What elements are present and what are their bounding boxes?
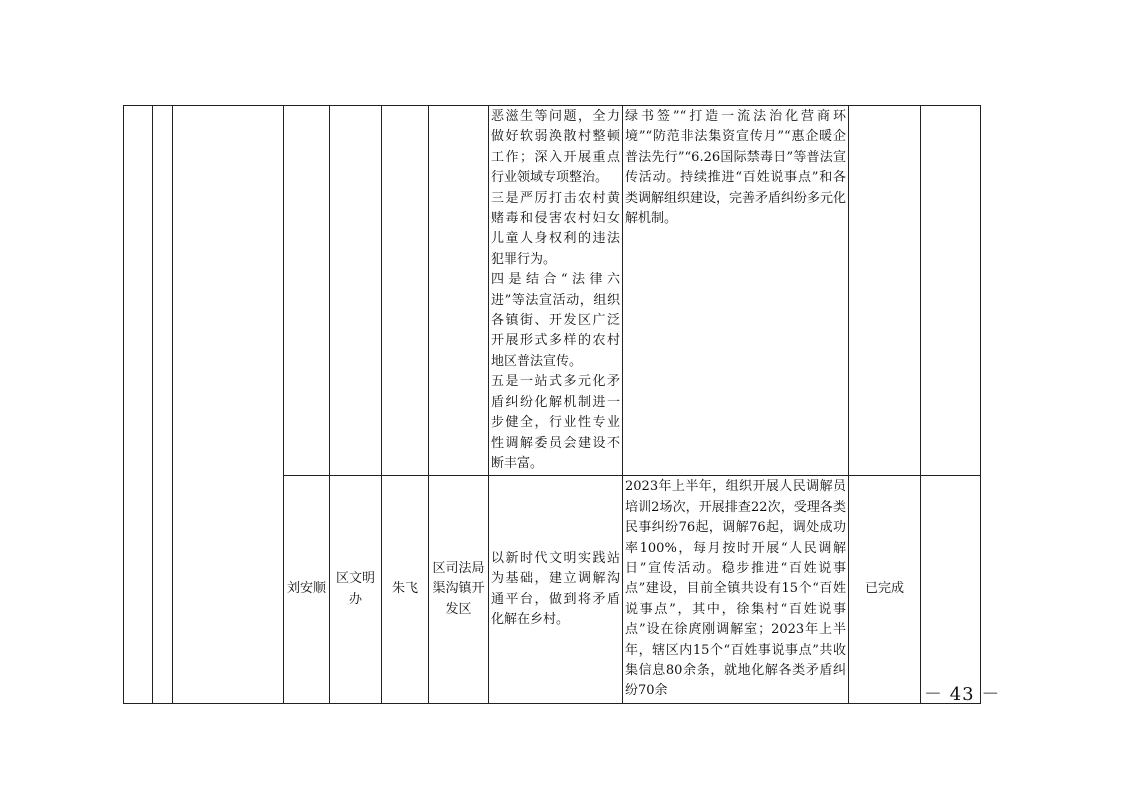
table-cell-leader: 刘安顺 — [284, 476, 330, 703]
page-number: － 43 － — [924, 684, 1001, 705]
table-cell-lead-unit: 区文明办 — [330, 476, 382, 703]
table-row — [124, 106, 981, 476]
work-progress-table — [123, 105, 981, 704]
measures-paragraph: 恶滋生等问题，全力做好软弱涣散村整顿工作；深入开展重点行业领域专项整治。 — [491, 109, 620, 186]
table-cell-responsible-units — [429, 106, 489, 476]
table-cell-leader — [284, 106, 330, 476]
measures-paragraph: 三是严厉打击农村黄赌毒和侵害农村妇女儿童人身权利的违法犯罪行为。 — [491, 190, 620, 267]
table-cell-remarks — [921, 106, 981, 476]
table-cell-category — [124, 106, 153, 704]
progress-text: 绿书签”“打造一流法治化营商环境”“防范非法集资宣传月”“惠企暖企 普法先行”“6.26国际禁毒日”等普法宣传活动。持续推进“百姓说事点”和各类调解组织建设，完善矛盾纠纷多元化解机制。 — [625, 109, 847, 227]
table-cell-index — [153, 106, 173, 704]
table-cell-responsible-units: 区司法局渠沟镇开发区 — [429, 476, 489, 703]
table-cell-status: 已完成 — [849, 476, 921, 703]
measures-text: 以新时代文明实践站为基础，建立调解沟通平台，做到将矛盾化解在乡村。 — [491, 550, 620, 627]
table-cell-progress — [623, 476, 849, 703]
table-cell-task — [173, 106, 284, 704]
table-cell-responsible-person — [382, 106, 429, 476]
table-cell-measures — [489, 476, 623, 703]
table-cell-status — [849, 106, 921, 476]
table-cell-remarks — [921, 476, 981, 703]
table-cell-lead-unit — [330, 106, 382, 476]
table-cell-measures — [489, 106, 623, 476]
measures-paragraph: 五是一站式多元化矛盾纠纷化解机制进一步健全，行业性专业性调解委员会建设不断丰富。 — [491, 374, 620, 471]
table-cell-responsible-person: 朱飞 — [382, 476, 429, 703]
progress-text: 2023年上半年，组织开展人民调解员培训2场次，开展排查22次，受理各类民事纠纷76起，调解76起，调处成功率100%，每月按时开展“人民调解日”宣传活动。稳步推进“百姓说事点”建设，目前全镇共设有15个“百姓说事点”，其中，徐集村“百姓说事点”设在徐庹刚调解室；2023年上半年，辖区内15个“百姓事说事点”共收集信息80余条，就地化解各类矛盾纠纷70余 — [625, 479, 846, 699]
measures-paragraph: 四是结合“法律六进”等法宣活动，组织各镇街、开发区广泛开展形式多样的农村地区普法宣传。 — [491, 272, 620, 369]
table-cell-progress — [623, 106, 849, 476]
